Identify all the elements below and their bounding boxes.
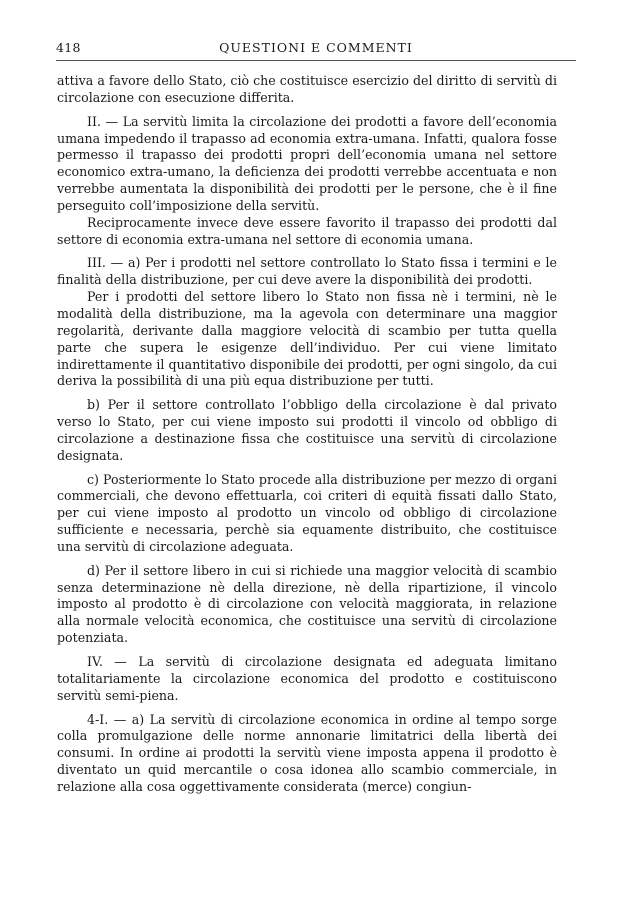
paragraph-section-iii-b: b) Per il settore controllato l’obbligo della circolazione è dal privato verso lo Stato, per cui viene imposto sui prodotti il vincolo od obbligo di circolazione a destinazione fissa che costituisce una servitù di circolazione designata. — [57, 397, 557, 463]
paragraph-reciprocamente: Reciprocamente invece deve essere favorito il trapasso dei prodotti dal settore di economia extra-umana nel settore di economia umana. — [57, 214, 557, 247]
paragraph-section-4-i-a: 4-I. — a) La servitù di circolazione economica in ordine al tempo sorge colla promulgazione delle norme annonarie limitatrici della libertà dei consumi. In ordine ai prodotti la servitù viene imposta appena il prodotto è diventato un quid mercantile o cosa idonea allo scambio commerciale, in relazione alla cosa oggettivamente considerata (merce) congiun- — [57, 711, 557, 794]
page-header — [56, 38, 576, 61]
paragraph-section-iv: IV. — La servitù di circolazione designata ed adeguata limitano totalitariamente la circolazione economica del prodotto e costituiscono servitù semi-piena. — [57, 654, 557, 703]
body-text — [57, 73, 557, 796]
paragraph-settore-libero: Per i prodotti del settore libero lo Stato non fissa nè i termini, nè le modalità della distribuzione, ma la agevola con determinare una maggior regolarità, derivante dalla maggiore velocità di scambio per tutta quella parte che supera le esigenze dell’individuo. Per cui viene limitato indirettamente il quantitativo disponibile dei prodotti, per ogni singolo, da cui deriva la possibilità di una più equa distribuzione per tutti. — [57, 289, 557, 389]
paragraph-section-iii-c: c) Posteriormente lo Stato procede alla distribuzione per mezzo di organi commerciali, che devono effettuarla, coi criteri di equità fissati dallo Stato, per cui viene imposto al prodotto un vincolo od obbligo di circolazione sufficiente e necessaria, perchè sia equamente distribuito, che costituisce una servitù di circolazione adeguata. — [57, 471, 557, 554]
paragraph-section-iii-d: d) Per il settore libero in cui si richiede una maggior velocità di scambio senza determinazione nè della direzione, nè della ripartizione, il vincolo imposto al prodotto è di circolazione con velocità maggiorata, in relazione alla normale velocità economica, che costituisce una servitù di circolazione potenziata. — [57, 562, 557, 646]
page-number: 418 — [56, 40, 81, 55]
running-title: QUESTIONI E COMMENTI — [219, 40, 413, 55]
paragraph-continuation: attiva a favore dello Stato, ciò che costituisce esercizio del diritto di servitù di circolazione con esecuzione differita. — [57, 73, 557, 105]
paragraph-section-iii-a: III. — a) Per i prodotti nel settore controllato lo Stato fissa i termini e le finalità della distribuzione, per cui deve avere la disponibilità dei prodotti. — [57, 255, 557, 288]
paragraph-section-ii: II. — La servitù limita la circolazione dei prodotti a favore dell’economia umana impedendo il trapasso ad economia extra-umana. Infatti, qualora fosse permesso il trapasso dei prodotti propri dell’economia umana nel settore economico extra-umano, la deficienza dei prodotti verrebbe accentuata e non verrebbe aumentata la disponibilità dei prodotti per le persone, che è il fine perseguito coll’imposizione della servitù. — [57, 113, 557, 213]
